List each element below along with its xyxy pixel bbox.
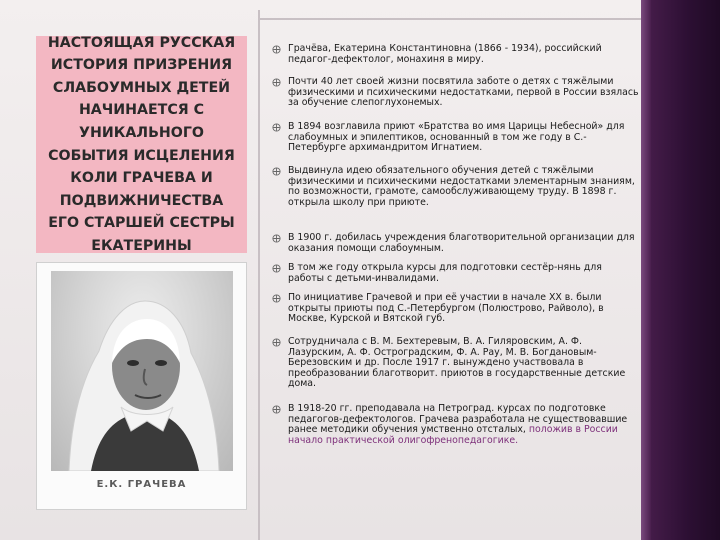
list-item bbox=[272, 337, 640, 404]
bullet-highlight-text: положив в России начало практической олигофренопедагогике. bbox=[288, 424, 618, 446]
circled-cross-icon bbox=[272, 78, 281, 87]
bullet-text: Почти 40 лет своей жизни посвятила заботе о детях с тяжёлыми физическими и психическими недостатками, первой в России взялась за обучение слепоглухонемых. bbox=[288, 76, 639, 109]
portrait-photo bbox=[51, 271, 233, 471]
circled-cross-icon bbox=[272, 167, 281, 176]
bullet-text: По инициативе Грачевой и при её участии в начале XX в. были открыты приюты под С.-Петербургом (Полюстрово, Райволо), в Москве, Курской и Вятской губ. bbox=[288, 292, 604, 325]
biography-bullet-list bbox=[272, 44, 640, 464]
list-item bbox=[272, 77, 640, 122]
bullet-text: Грачёва, Екатерина Константиновна (1866 - 1934), российский педагог-дефектолог, монахиня в миру. bbox=[288, 43, 602, 65]
circled-cross-icon bbox=[272, 338, 281, 347]
bullet-text: Выдвинула идею обязательного обучения детей с тяжёлыми физическими и психическими недостатками элементарным знаниям, по возможности, грамоте, самообслуживающему труду. В 1898 г. открыла школу при приюте. bbox=[288, 165, 635, 208]
portrait-caption: Е.К. ГРАЧЕВА bbox=[96, 479, 187, 490]
circled-cross-icon bbox=[272, 264, 281, 273]
circled-cross-icon bbox=[272, 123, 281, 132]
bullet-text: В том же году открыла курсы для подготовки сестёр-нянь для работы с детьми-инвалидами. bbox=[288, 262, 602, 284]
bullet-text: В 1918-20 гг. преподавала на Петроград. курсах по подготовке педагогов-дефектологов. Грачева разработала не существовавшие ранее методики обучения умственно отсталых, bbox=[288, 403, 628, 436]
list-item bbox=[272, 44, 640, 77]
circled-cross-icon bbox=[272, 294, 281, 303]
bullet-text: В 1900 г. добилась учреждения благотворительной организации для оказания помощи слабоумным. bbox=[288, 232, 635, 254]
circled-cross-icon bbox=[272, 234, 281, 243]
decorative-side-band bbox=[641, 0, 720, 540]
frame-divider-vertical bbox=[258, 10, 260, 540]
circled-cross-icon bbox=[272, 405, 281, 414]
list-item bbox=[272, 293, 640, 337]
list-item bbox=[272, 404, 640, 464]
circled-cross-icon bbox=[272, 45, 281, 54]
bullet-text: В 1894 возглавила приют «Братства во имя Царицы Небесной» для слабоумных и эпилептиков, основанный в том же году в С.-Петербурге архимандритом Игнатием. bbox=[288, 121, 625, 154]
portrait-card bbox=[36, 262, 247, 510]
frame-divider-horizontal bbox=[258, 18, 641, 20]
title-box bbox=[36, 36, 247, 253]
slide-title: НАСТОЯЩАЯ РУССКАЯ ИСТОРИЯ ПРИЗРЕНИЯ СЛАБОУМНЫХ ДЕТЕЙ НАЧИНАЕТСЯ С УНИКАЛЬНОГО СОБЫТИЯ ИСЦЕЛЕНИЯ КОЛИ ГРАЧЕВА И ПОДВИЖНИЧЕСТВА ЕГО СТАРШЕЙ СЕСТРЫ ЕКАТЕРИНЫ bbox=[47, 34, 236, 254]
bullet-text: Сотрудничала с В. М. Бехтеревым, В. А. Гиляровским, А. Ф. Лазурским, А. Ф. Остроградским, Ф. А. Рау, М. В. Богдановым-Березовским и др. После 1917 г. вынуждено участвовала в преобразовании благотворит. приютов в государственные детские дома. bbox=[288, 336, 626, 390]
list-item bbox=[272, 263, 640, 293]
list-item bbox=[272, 122, 640, 166]
portrait-illustration bbox=[51, 271, 233, 471]
list-item bbox=[272, 166, 640, 233]
list-item bbox=[272, 233, 640, 263]
